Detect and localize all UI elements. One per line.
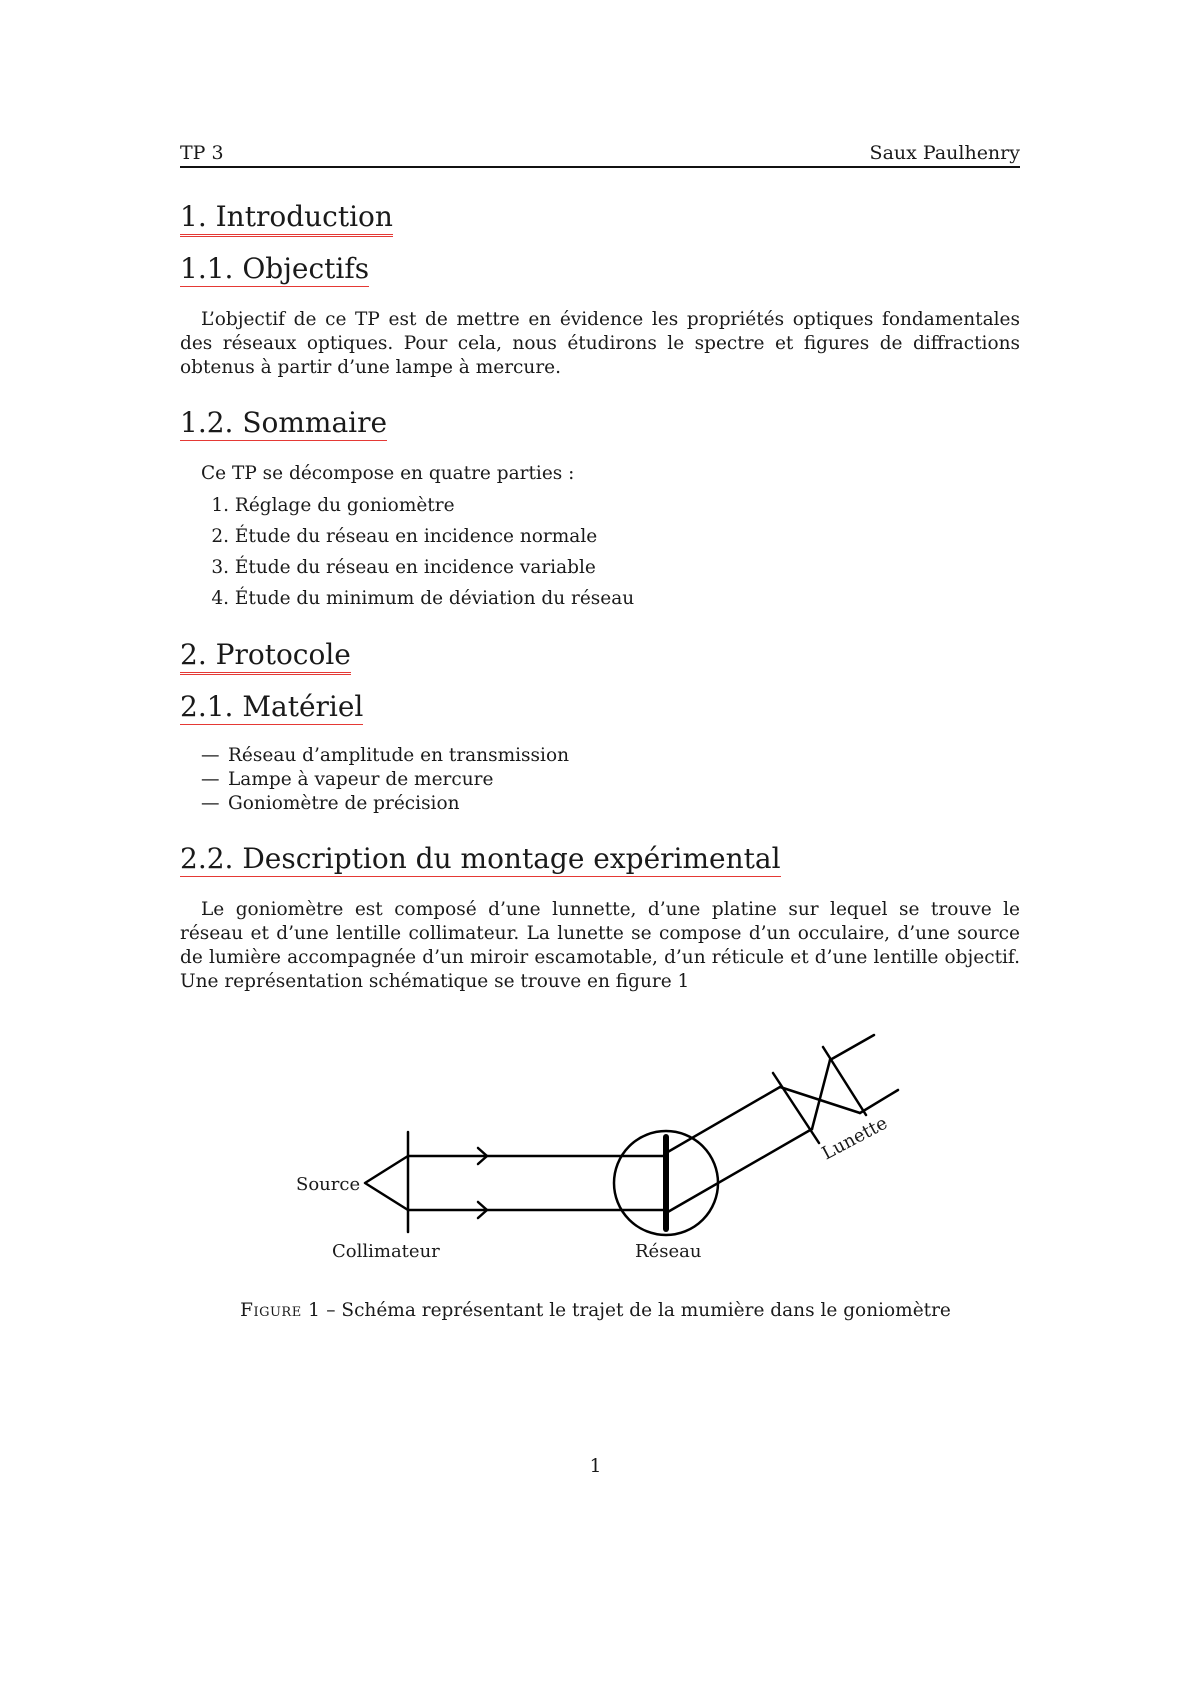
section-introduction-title: 1. Introduction xyxy=(180,200,393,237)
subsection-sommaire-title: 1.2. Sommaire xyxy=(180,406,388,439)
header-rule xyxy=(180,166,1020,168)
label-grating: Réseau xyxy=(635,1241,702,1262)
subsection-materiel-title: 2.1. Matériel xyxy=(180,690,364,723)
diffracted-beam-upper xyxy=(666,1087,780,1153)
materiel-list xyxy=(180,744,569,816)
goniometer-diagram xyxy=(280,1010,920,1280)
page-number: 1 xyxy=(589,1456,602,1477)
subsection-montage-heading xyxy=(180,842,781,875)
exit-ray-upper xyxy=(830,1035,874,1060)
figure-caption xyxy=(0,1300,1191,1321)
list-item: 2. Étude du réseau en incidence normale xyxy=(211,526,598,547)
telescope-objective-lens xyxy=(773,1073,819,1143)
label-collimator: Collimateur xyxy=(332,1241,440,1262)
subsection-objectifs-title: 1.1. Objectifs xyxy=(180,252,370,285)
montage-paragraph: Le goniomètre est composé d’une lunnette, d’une platine sur lequel se trouve le réseau et d’une lentille collimateur. La lunette se compose d’un occulaire, d’une source de lumière accompagnée d’un miroir escamotable, d’un réticule et d’une lentille objectif. Une représentation schématique se trouve en figure 1 xyxy=(180,899,1020,992)
label-telescope: Lunette xyxy=(818,1112,891,1165)
exit-ray-lower xyxy=(860,1090,898,1113)
telescope-ray-b xyxy=(812,1060,830,1129)
objectifs-paragraph: L’objectif de ce TP est de mettre en évidence les propriétés optiques fondamentales des réseaux optiques. Pour cela, nous étudirons le spectre et figures de diffractions obtenus à partir d’une lampe à mercure. xyxy=(180,309,1020,378)
subsection-sommaire-heading xyxy=(180,406,387,439)
header-right: Saux Paulhenry xyxy=(869,142,1020,164)
list-item: 1. Réglage du goniomètre xyxy=(211,495,455,516)
source-triangle xyxy=(365,1156,408,1210)
header-left: TP 3 xyxy=(180,142,224,164)
sommaire-intro: Ce TP se décompose en quatre parties : xyxy=(201,463,575,484)
list-item: — Goniomètre de précision xyxy=(201,793,460,814)
subsection-objectifs-heading xyxy=(180,252,369,285)
section-protocole-title: 2. Protocole xyxy=(180,638,351,675)
list-item: 4. Étude du minimum de déviation du réseau xyxy=(211,588,635,609)
figure-caption-text: Schéma représentant le trajet de la mumière dans le goniomètre xyxy=(341,1300,951,1321)
label-source: Source xyxy=(296,1174,361,1195)
list-item: — Lampe à vapeur de mercure xyxy=(201,769,494,790)
subsection-materiel-heading xyxy=(180,690,363,723)
list-item: — Réseau d’amplitude en transmission xyxy=(201,745,570,766)
sommaire-list xyxy=(180,494,634,618)
section-protocole-heading xyxy=(180,638,351,671)
figure-caption-separator: – xyxy=(326,1300,336,1321)
figure-caption-label: Figure 1 xyxy=(240,1300,321,1321)
section-introduction-heading xyxy=(180,200,393,233)
list-item: 3. Étude du réseau en incidence variable xyxy=(211,557,596,578)
subsection-montage-title: 2.2. Description du montage expérimental xyxy=(180,842,781,875)
telescope-eyepiece-lens xyxy=(823,1047,866,1115)
